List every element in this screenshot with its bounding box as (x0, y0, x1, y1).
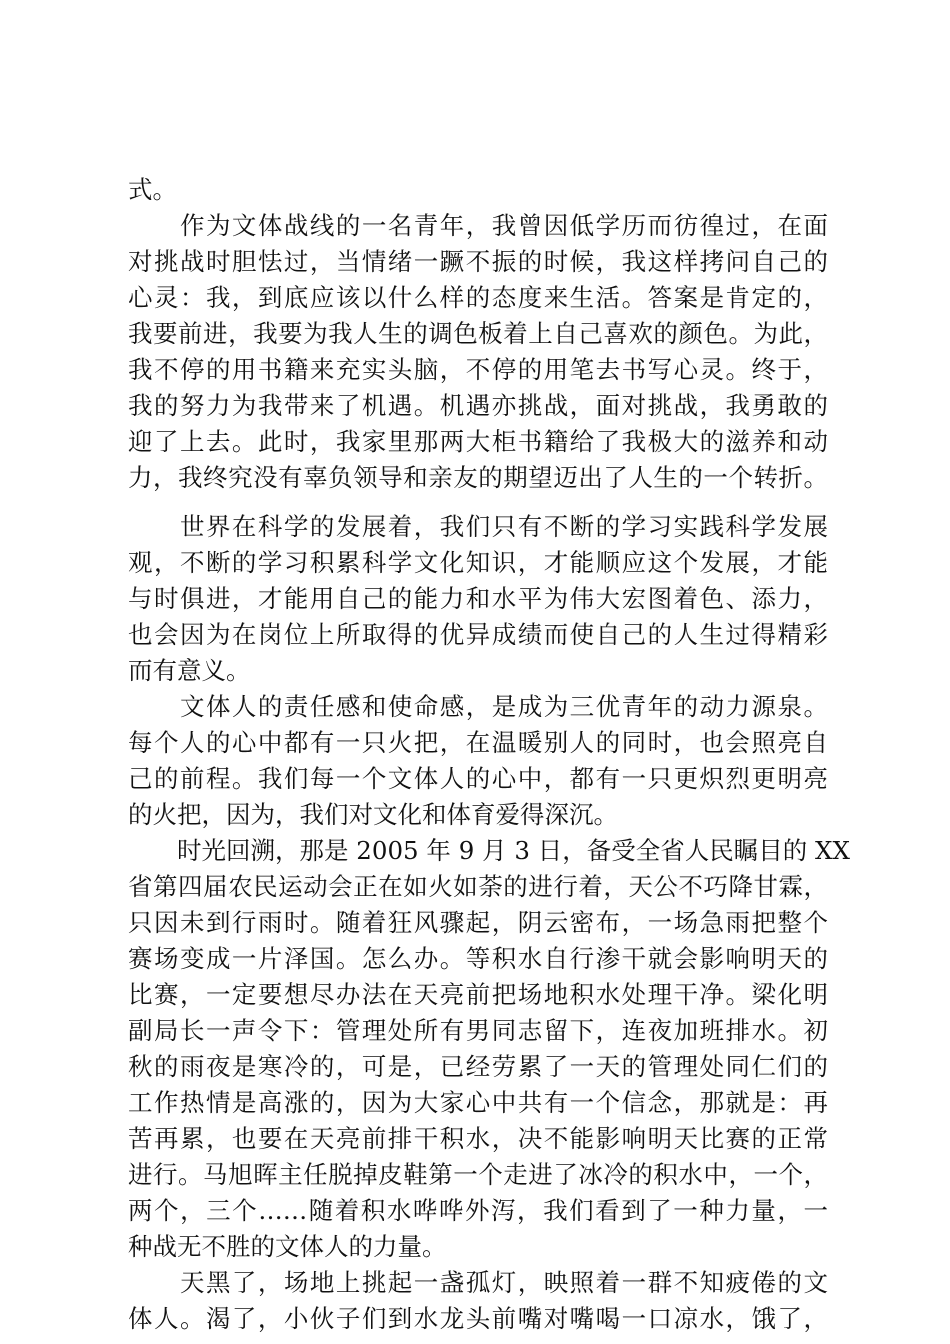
text-line: 只因未到行雨时。随着狂风骤起，阴云密布，一场急雨把整个 (128, 908, 828, 937)
text-line: 天黑了，场地上挑起一盏孤灯，映照着一群不知疲倦的文 (128, 1268, 828, 1297)
text-line: 对挑战时胆怯过，当情绪一蹶不振的时候，我这样拷问自己的 (128, 247, 828, 276)
text-line: 我要前进，我要为我人生的调色板着上自己喜欢的颜色。为此， (128, 319, 828, 348)
text-line: 秋的雨夜是寒冷的，可是，已经劳累了一天的管理处同仁们的 (128, 1052, 828, 1081)
text-line: 式。 (128, 175, 177, 204)
text-line: 观，不断的学习积累科学文化知识，才能顺应这个发展，才能 (128, 548, 828, 577)
text-line: 也会因为在岗位上所取得的优异成绩而使自己的人生过得精彩 (128, 620, 828, 649)
text-line: 我不停的用书籍来充实头脑，不停的用笔去书写心灵。终于， (128, 355, 828, 384)
text-line: 比赛，一定要想尽办法在天亮前把场地积水处理干净。梁化明 (128, 980, 828, 1009)
text-line: 而有意义。 (128, 656, 251, 685)
text-line: 我的努力为我带来了机遇。机遇亦挑战，面对挑战，我勇敢的 (128, 391, 828, 420)
text-line: 体人。渴了，小伙子们到水龙头前嘴对嘴喝一口凉水，饿了， (128, 1304, 828, 1333)
text-line: 副局长一声令下：管理处所有男同志留下，连夜加班排水。初 (128, 1016, 828, 1045)
text-line: 工作热情是高涨的，因为大家心中共有一个信念，那就是：再 (128, 1088, 828, 1117)
text-line: 赛场变成一片泽国。怎么办。等积水自行渗干就会影响明天的 (128, 944, 828, 973)
text-line: 世界在科学的发展着，我们只有不断的学习实践科学发展 (128, 512, 828, 541)
text-line: 与时俱进，才能用自己的能力和水平为伟大宏图着色、添力， (128, 584, 828, 613)
text-line: 省第四届农民运动会正在如火如荼的进行着，天公不巧降甘霖， (128, 872, 828, 901)
text-line: 己的前程。我们每一个文体人的心中，都有一只更炽烈更明亮 (128, 764, 828, 793)
text-line: 作为文体战线的一名青年，我曾因低学历而彷徨过，在面 (128, 211, 828, 240)
text-line: 文体人的责任感和使命感，是成为三优青年的动力源泉。 (128, 692, 828, 721)
text-line: 时光回溯，那是 2005 年 9 月 3 日，备受全省人民瞩目的 XX (128, 836, 850, 865)
text-line: 心灵：我，到底应该以什么样的态度来生活。答案是肯定的， (128, 283, 828, 312)
text-line: 每个人的心中都有一只火把，在温暖别人的同时，也会照亮自 (128, 728, 828, 757)
text-line: 进行。马旭晖主任脱掉皮鞋第一个走进了冰冷的积水中，一个， (128, 1160, 828, 1189)
text-line: 两个，三个……随着积水哗哗外泻，我们看到了一种力量，一 (128, 1196, 828, 1225)
text-line: 迎了上去。此时，我家里那两大柜书籍给了我极大的滋养和动 (128, 427, 828, 456)
text-line: 苦再累，也要在天亮前排干积水，决不能影响明天比赛的正常 (128, 1124, 828, 1153)
text-line: 力，我终究没有辜负领导和亲友的期望迈出了人生的一个转折。 (128, 463, 828, 492)
text-line: 种战无不胜的文体人的力量。 (128, 1232, 447, 1261)
text-line: 的火把，因为，我们对文化和体育爱得深沉。 (128, 800, 618, 829)
